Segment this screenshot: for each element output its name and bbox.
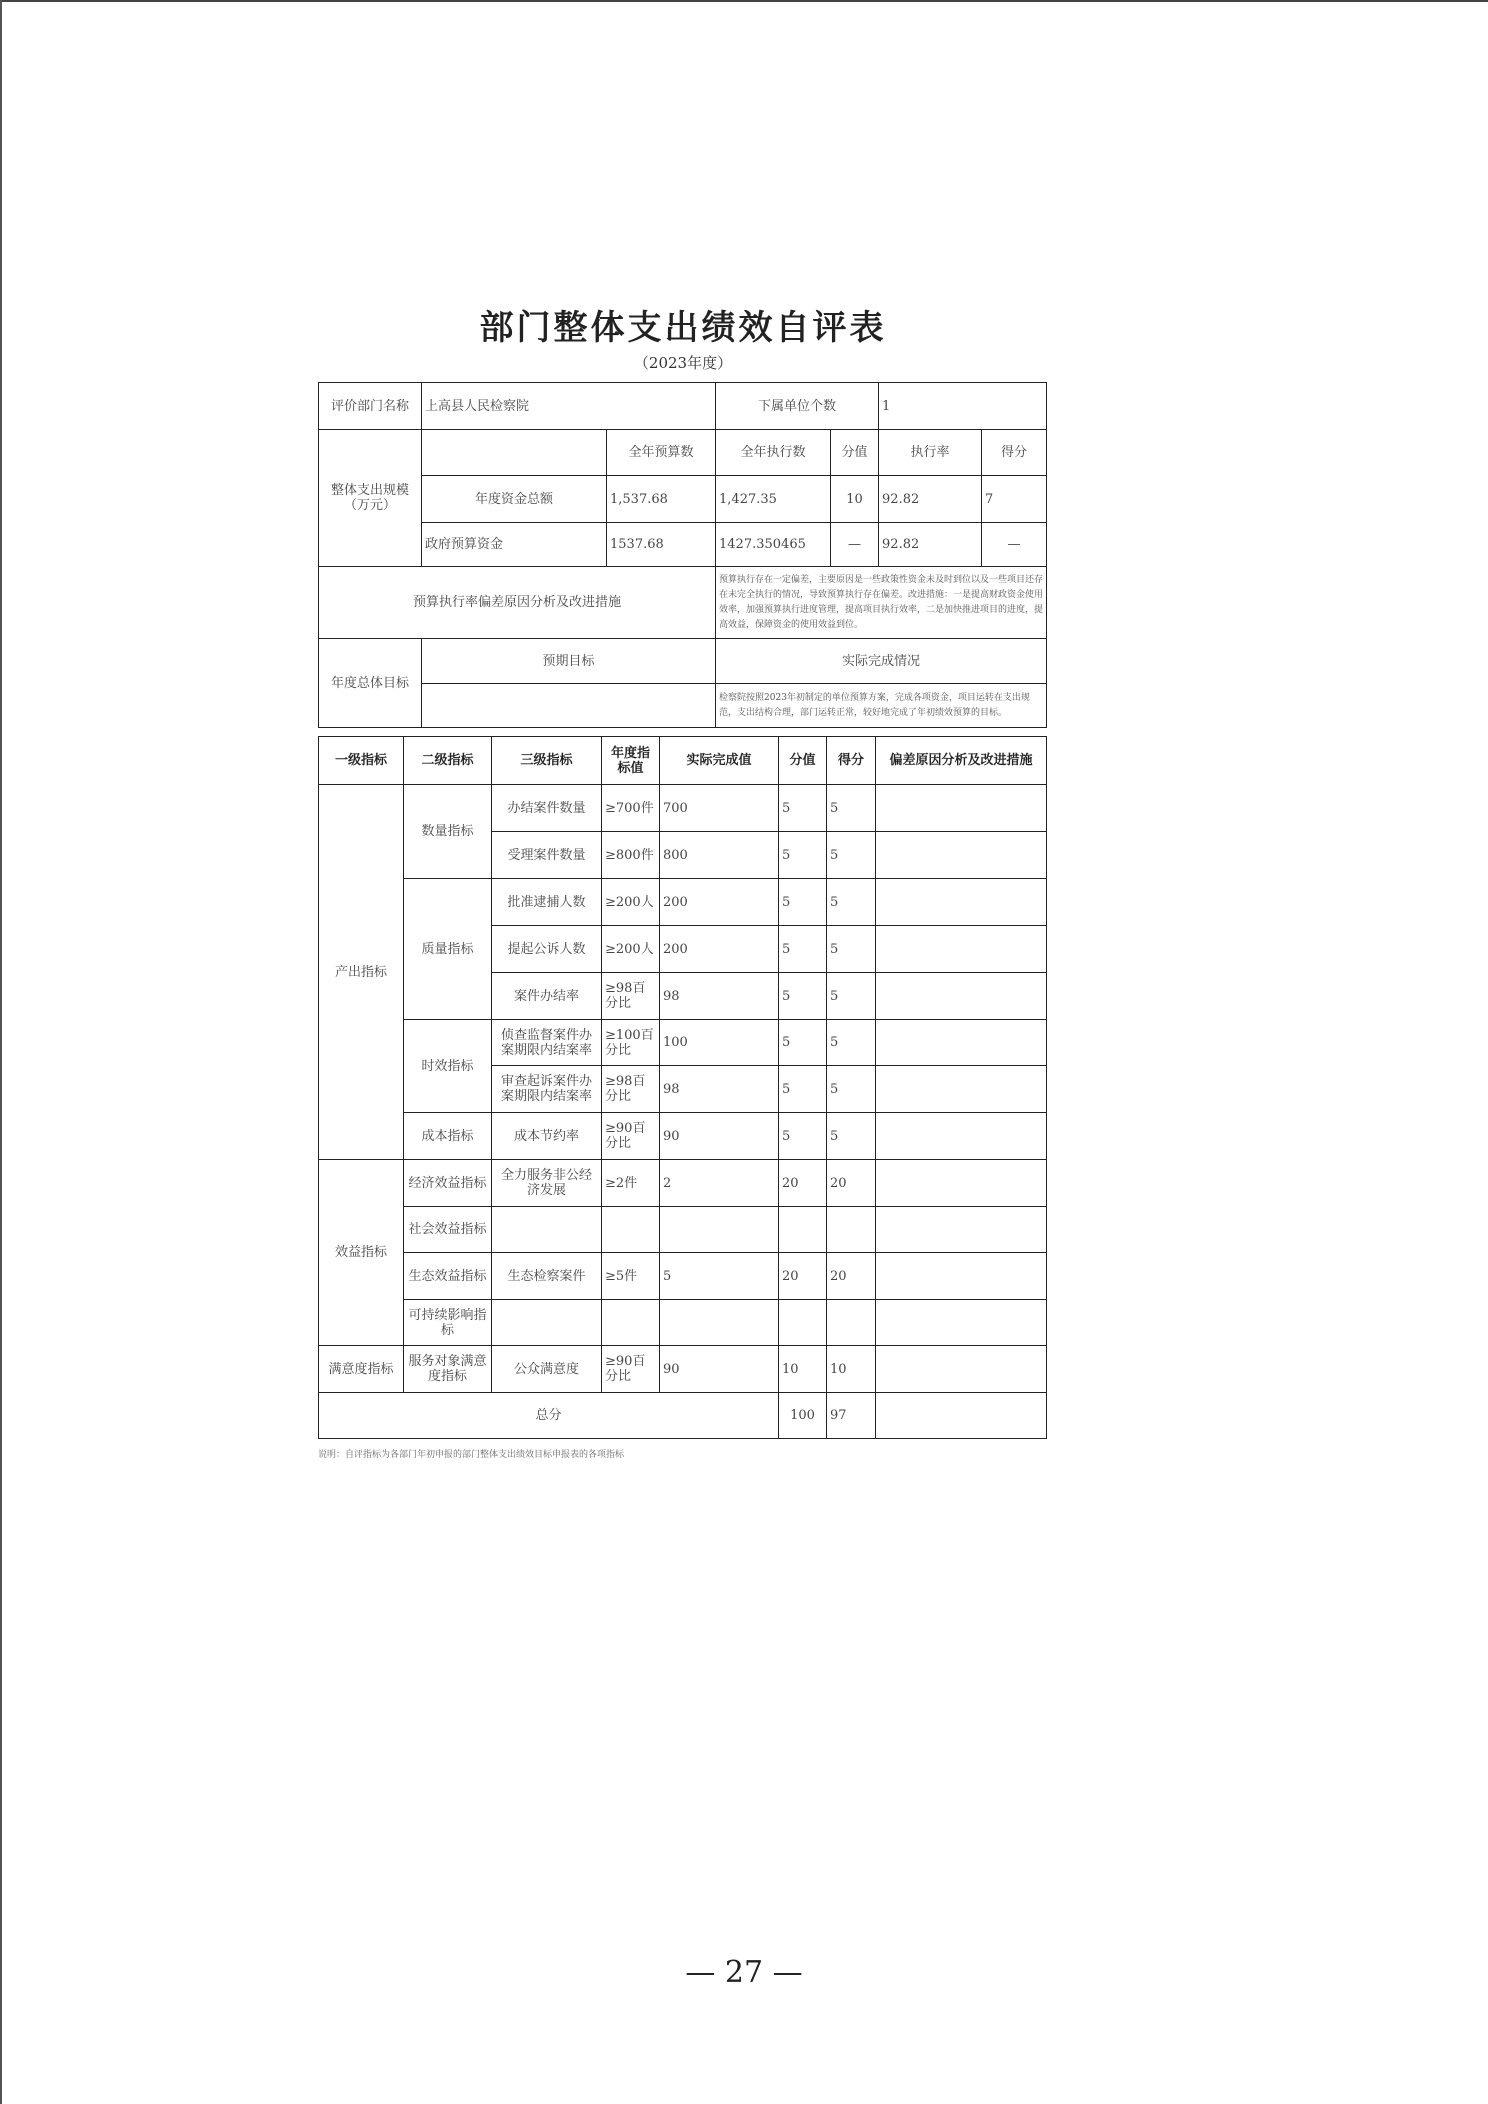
sub-units-value: 1 <box>879 383 1047 430</box>
indicator-header-row <box>319 737 1047 785</box>
reason-cell <box>876 1066 1047 1113</box>
timeliness-l2: 时效指标 <box>404 1020 492 1113</box>
l3-cell: 生态检察案件 <box>492 1253 602 1300</box>
score-cell: 10 <box>827 1346 876 1393</box>
weight-cell: 5 <box>779 973 827 1020</box>
l2-cell: 经济效益指标 <box>404 1160 492 1207</box>
dept-value: 上高县人民检察院 <box>422 383 716 430</box>
l3-cell: 办结案件数量 <box>492 785 602 832</box>
weight-cell <box>779 1300 827 1346</box>
output-l1: 产出指标 <box>319 785 404 1160</box>
deviation-row <box>319 567 1047 639</box>
header-l3: 三级指标 <box>492 737 602 785</box>
weight-cell: 10 <box>779 1346 827 1393</box>
col-rate: 执行率 <box>879 430 982 476</box>
actual-cell: 90 <box>660 1346 779 1393</box>
score-cell: 5 <box>827 926 876 973</box>
weight-cell: 20 <box>779 1253 827 1300</box>
scale-header-blank <box>422 430 607 476</box>
total-reason <box>876 1393 1047 1439</box>
col-budget: 全年预算数 <box>607 430 716 476</box>
scale-row-score: 7 <box>982 476 1047 523</box>
table-row <box>319 785 1047 832</box>
header-score: 得分 <box>827 737 876 785</box>
page-title: 部门整体支出绩效自评表 <box>479 308 887 348</box>
dept-label: 评价部门名称 <box>319 383 422 430</box>
l2-cell: 生态效益指标 <box>404 1253 492 1300</box>
scale-label: 整体支出规模（万元） <box>319 430 422 567</box>
actual-cell: 98 <box>660 973 779 1020</box>
col-exec: 全年执行数 <box>716 430 831 476</box>
header-actual: 实际完成值 <box>660 737 779 785</box>
goal-actual-label: 实际完成情况 <box>716 639 1047 684</box>
scale-row <box>319 523 1047 567</box>
col-score: 得分 <box>982 430 1047 476</box>
score-cell: 5 <box>827 1113 876 1160</box>
weight-cell: 5 <box>779 879 827 926</box>
target-cell: ≥700件 <box>602 785 660 832</box>
dept-row <box>319 383 1047 430</box>
target-cell <box>602 1207 660 1253</box>
target-cell: ≥90百分比 <box>602 1346 660 1393</box>
l3-cell: 批准逮捕人数 <box>492 879 602 926</box>
score-cell: 20 <box>827 1160 876 1207</box>
reason-cell <box>876 973 1047 1020</box>
target-cell: ≥100百分比 <box>602 1020 660 1066</box>
summary-table <box>318 382 1047 728</box>
reason-cell <box>876 1160 1047 1207</box>
page-subtitle: （2023年度） <box>633 354 733 372</box>
weight-cell <box>779 1207 827 1253</box>
scale-row-weight: — <box>831 523 879 567</box>
scale-row-rate: 92.82 <box>879 523 982 567</box>
actual-cell: 800 <box>660 832 779 879</box>
scan-top-edge <box>0 0 1488 2</box>
actual-cell: 200 <box>660 879 779 926</box>
l3-cell: 受理案件数量 <box>492 832 602 879</box>
reason-cell <box>876 1207 1047 1253</box>
goal-actual-text: 检察院按照2023年初制定的单位预算方案，完成各项资金，项目运转在支出规范，支出结构合理，部门运转正常，较好地完成了年初绩效预算的目标。 <box>716 684 1047 728</box>
header-weight: 分值 <box>779 737 827 785</box>
quality-l2: 质量指标 <box>404 879 492 1020</box>
header-reason: 偏差原因分析及改进措施 <box>876 737 1047 785</box>
target-cell: ≥800件 <box>602 832 660 879</box>
goal-header-row <box>319 639 1047 684</box>
l3-cell <box>492 1207 602 1253</box>
actual-cell <box>660 1207 779 1253</box>
header-l1: 一级指标 <box>319 737 404 785</box>
actual-cell: 700 <box>660 785 779 832</box>
weight-cell: 5 <box>779 926 827 973</box>
score-cell: 5 <box>827 1020 876 1066</box>
deviation-label: 预算执行率偏差原因分析及改进措施 <box>319 567 716 639</box>
weight-cell: 20 <box>779 1160 827 1207</box>
actual-cell: 90 <box>660 1113 779 1160</box>
scale-row-exec: 1,427.35 <box>716 476 831 523</box>
target-cell: ≥200人 <box>602 926 660 973</box>
actual-cell: 98 <box>660 1066 779 1113</box>
cost-l2: 成本指标 <box>404 1113 492 1160</box>
reason-cell <box>876 1300 1047 1346</box>
score-cell: 20 <box>827 1253 876 1300</box>
table-row <box>319 879 1047 926</box>
satisfaction-l1: 满意度指标 <box>319 1346 404 1393</box>
target-cell: ≥200人 <box>602 879 660 926</box>
score-cell: 5 <box>827 879 876 926</box>
l3-cell: 全力服务非公经济发展 <box>492 1160 602 1207</box>
goal-label: 年度总体目标 <box>319 639 422 728</box>
l3-cell: 提起公诉人数 <box>492 926 602 973</box>
total-score: 97 <box>827 1393 876 1439</box>
sub-units-label: 下属单位个数 <box>716 383 879 430</box>
scale-row-rate: 92.82 <box>879 476 982 523</box>
col-weight: 分值 <box>831 430 879 476</box>
reason-cell <box>876 1113 1047 1160</box>
table-row <box>319 1300 1047 1346</box>
scale-row-name: 政府预算资金 <box>422 523 607 567</box>
actual-cell <box>660 1300 779 1346</box>
scale-row-weight: 10 <box>831 476 879 523</box>
l2-cell: 可持续影响指标 <box>404 1300 492 1346</box>
weight-cell: 5 <box>779 1066 827 1113</box>
actual-cell: 5 <box>660 1253 779 1300</box>
footnote: 说明：自评指标为各部门年初申报的部门整体支出绩效目标申报表的各项指标 <box>318 1450 625 1460</box>
scale-row-budget: 1,537.68 <box>607 476 716 523</box>
weight-cell: 5 <box>779 1020 827 1066</box>
l2-cell: 社会效益指标 <box>404 1207 492 1253</box>
reason-cell <box>876 785 1047 832</box>
reason-cell <box>876 1253 1047 1300</box>
weight-cell: 5 <box>779 785 827 832</box>
score-cell <box>827 1207 876 1253</box>
total-label: 总分 <box>319 1393 779 1439</box>
l3-cell: 成本节约率 <box>492 1113 602 1160</box>
l3-cell <box>492 1300 602 1346</box>
deviation-text: 预算执行存在一定偏差，主要原因是一些政策性资金未及时到位以及一些项目还存在未完全执行的情况，导致预算执行存在偏差。改进措施：一是提高财政资金使用效率，加强预算执行进度管理，提高项目执行效率，二是加快推进项目的进度，提高效益，保障资金的使用效益到位。 <box>716 567 1047 639</box>
page-number: — 27 — <box>685 1955 803 1990</box>
reason-cell <box>876 1346 1047 1393</box>
scale-row-name: 年度资金总额 <box>422 476 607 523</box>
goal-expected-label: 预期目标 <box>422 639 716 684</box>
table-row <box>319 1160 1047 1207</box>
weight-cell: 5 <box>779 832 827 879</box>
goal-content-row <box>319 684 1047 728</box>
benefit-l1: 效益指标 <box>319 1160 404 1346</box>
target-cell: ≥98百分比 <box>602 973 660 1020</box>
l3-cell: 公众满意度 <box>492 1346 602 1393</box>
weight-cell: 5 <box>779 1113 827 1160</box>
scale-row-score: — <box>982 523 1047 567</box>
l3-cell: 侦查监督案件办案期限内结案率 <box>492 1020 602 1066</box>
actual-cell: 2 <box>660 1160 779 1207</box>
target-cell: ≥90百分比 <box>602 1113 660 1160</box>
l3-cell: 审查起诉案件办案期限内结案率 <box>492 1066 602 1113</box>
table-row <box>319 1346 1047 1393</box>
table-row <box>319 1253 1047 1300</box>
indicator-table <box>318 736 1047 1439</box>
scale-row-exec: 1427.350465 <box>716 523 831 567</box>
l2-cell: 服务对象满意度指标 <box>404 1346 492 1393</box>
quantity-l2: 数量指标 <box>404 785 492 879</box>
actual-cell: 200 <box>660 926 779 973</box>
score-cell: 5 <box>827 1066 876 1113</box>
score-cell: 5 <box>827 973 876 1020</box>
total-row <box>319 1393 1047 1439</box>
scale-row <box>319 476 1047 523</box>
actual-cell: 100 <box>660 1020 779 1066</box>
table-row <box>319 1207 1047 1253</box>
total-weight: 100 <box>779 1393 827 1439</box>
header-target: 年度指标值 <box>602 737 660 785</box>
scale-header-row <box>319 430 1047 476</box>
target-cell <box>602 1300 660 1346</box>
reason-cell <box>876 926 1047 973</box>
goal-expected-text <box>422 684 716 728</box>
reason-cell <box>876 832 1047 879</box>
score-cell <box>827 1300 876 1346</box>
target-cell: ≥2件 <box>602 1160 660 1207</box>
scan-left-edge <box>0 0 2 2104</box>
table-row <box>319 1020 1047 1066</box>
reason-cell <box>876 879 1047 926</box>
reason-cell <box>876 1020 1047 1066</box>
scale-row-budget: 1537.68 <box>607 523 716 567</box>
target-cell: ≥98百分比 <box>602 1066 660 1113</box>
header-l2: 二级指标 <box>404 737 492 785</box>
target-cell: ≥5件 <box>602 1253 660 1300</box>
score-cell: 5 <box>827 832 876 879</box>
score-cell: 5 <box>827 785 876 832</box>
table-row <box>319 1113 1047 1160</box>
l3-cell: 案件办结率 <box>492 973 602 1020</box>
